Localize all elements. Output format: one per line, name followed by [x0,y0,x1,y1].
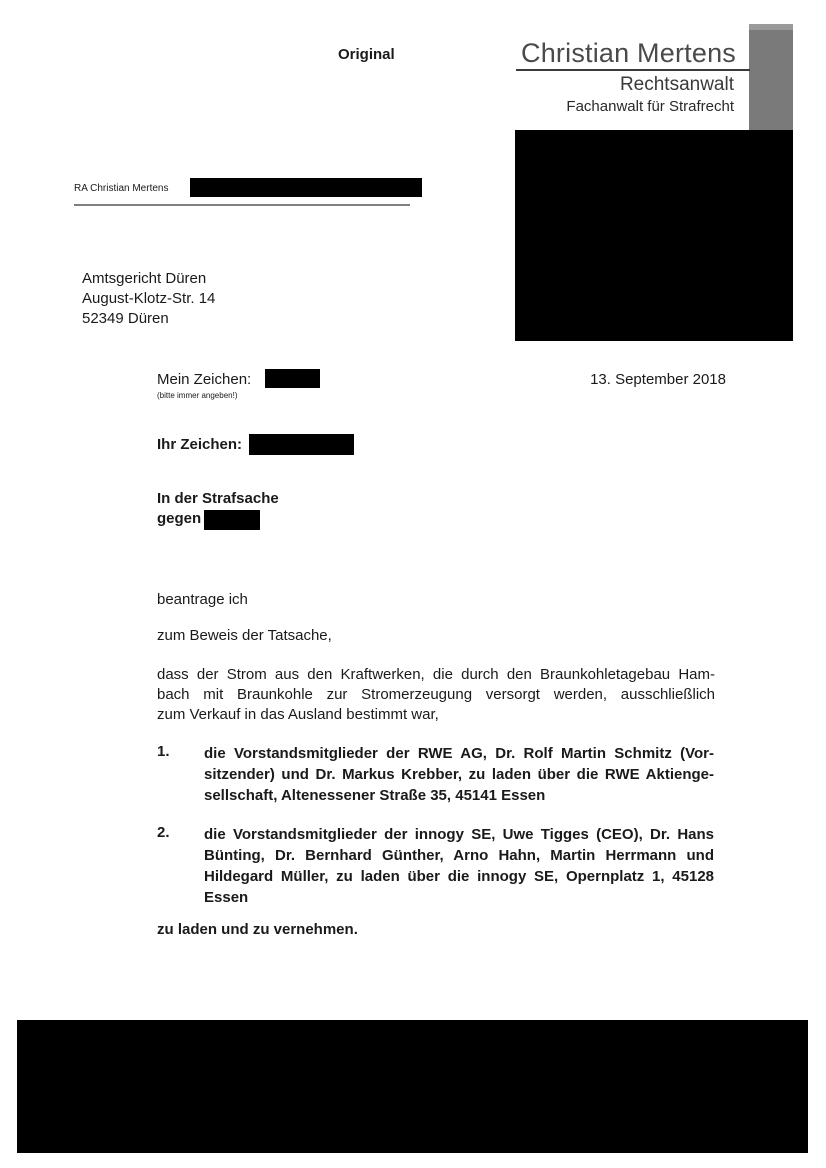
sender-return-address: RA Christian Mertens [74,183,169,194]
closing-statement: zu laden und zu vernehmen. [157,921,358,938]
letterhead-subtitle: Fachanwalt für Strafrecht [566,98,734,115]
case-heading: In der Strafsache [157,490,279,507]
your-reference-label: Ihr Zeichen: [157,436,243,453]
item-line: sitzender) und Dr. Markus Krebber, zu laden über die RWE Aktienge- [204,766,714,783]
item-line: sellschaft, Altenessener Straße 35, 45141 Essen [204,787,546,804]
item-line: die Vorstandsmitglieder der RWE AG, Dr. Rolf Martin Schmitz (Vor- [204,745,714,762]
item-line: Hildegard Müller, zu laden über die innogy SE, Opernplatz 1, 45128 [204,868,714,885]
recipient-street: August-Klotz-Str. 14 [82,290,216,307]
evidence-intro: zum Beweis der Tatsache, [157,627,332,644]
item-line: Bünting, Dr. Bernhard Günther, Arno Hahn, Martin Herrmann und [204,847,714,864]
original-stamp: Original [338,46,395,63]
recipient-court: Amtsgericht Düren [82,270,207,287]
item-number: 2. [157,824,170,841]
my-reference-label: Mein Zeichen: [157,371,252,388]
sender-divider [74,204,410,206]
redacted-footer-block [17,1020,808,1153]
my-reference-note: (bitte immer angeben!) [157,391,238,400]
letterhead-accent-bar [749,24,793,132]
letterhead-accent-bar-top [749,24,793,30]
item-number: 1. [157,743,170,760]
redacted-contact-block [515,130,793,341]
request-intro: beantrage ich [157,591,248,608]
fact-line: bach mit Braunkohle zur Stromerzeugung versorgt werden, ausschließlich [157,686,715,703]
letterhead-rule [516,69,750,71]
letterhead-name: Christian Mertens [521,38,736,68]
redacted-your-reference [249,434,354,455]
letterhead-title: Rechtsanwalt [619,74,734,95]
item-line: die Vorstandsmitglieder der innogy SE, Uwe Tigges (CEO), Dr. Hans [204,826,714,843]
fact-line: zum Verkauf in das Ausland bestimmt war, [157,706,439,723]
redacted-sender-address [190,178,422,197]
item-line: Essen [204,889,249,906]
letter-date: 13. September 2018 [590,371,726,388]
case-against: gegen [157,510,202,527]
redacted-defendant [204,510,260,530]
recipient-city: 52349 Düren [82,310,169,327]
redacted-my-reference [265,369,320,388]
fact-line: dass der Strom aus den Kraftwerken, die durch den Braunkohletagebau Ham- [157,666,715,683]
